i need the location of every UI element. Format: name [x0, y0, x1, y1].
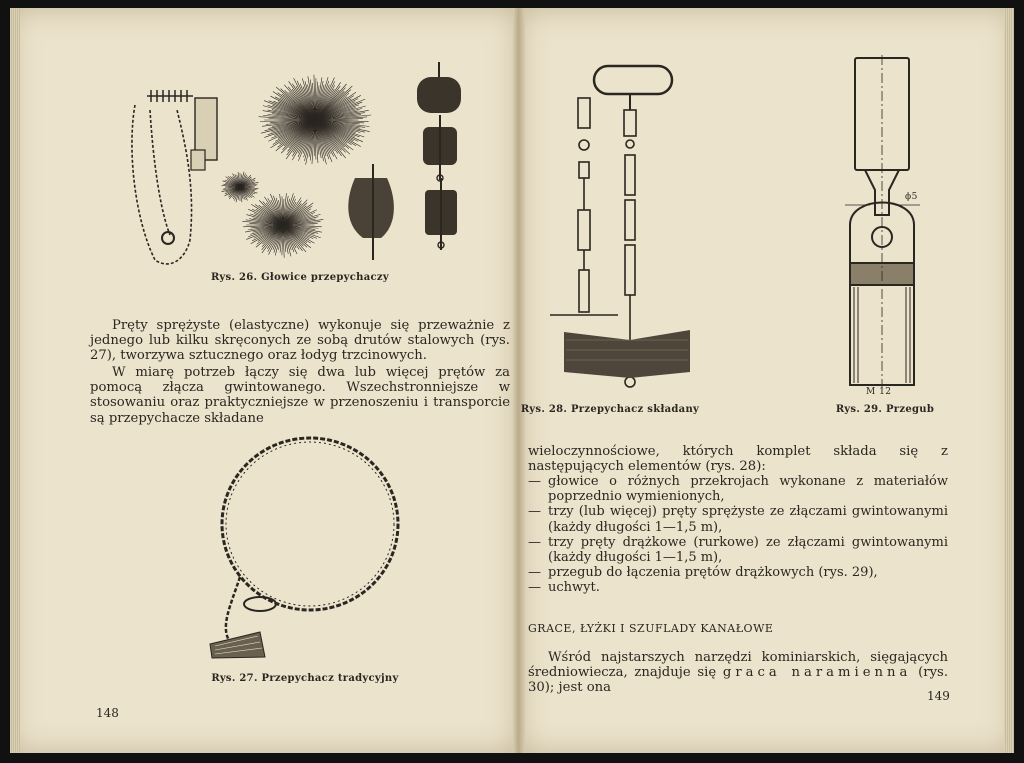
figure-28-folding-rod-illustration [550, 60, 700, 395]
figure-26-caption: Rys. 26. Głowice przepychaczy [210, 272, 390, 283]
figure-29-thread-label: M 12 [866, 387, 892, 397]
section-heading: GRACE, ŁYŻKI I SZUFLADY KANAŁOWE [528, 622, 774, 635]
right-page-edge [1004, 8, 1014, 753]
right-page-number: 149 [927, 689, 950, 703]
figure-28-caption: Rys. 28. Przepychacz składany [520, 404, 700, 415]
right-paragraph-2 [528, 650, 948, 696]
components-list [528, 474, 948, 596]
left-page-number: 148 [96, 706, 119, 720]
paragraph-2-term: graca naramienna [722, 665, 912, 681]
paragraph-2-end: (rys. 30); jest ona [528, 665, 949, 696]
left-paragraph-1: Pręty sprężyste (elastyczne) wykonuje się przeważnie z jednego lub kilku skręconych ze sobą drutów stalowych (rys. 27), tworzywa sztucznego oraz łodyg trzcinowych. [90, 318, 510, 364]
figure-27-traditional-rod-illustration [200, 432, 410, 672]
figure-26-brush-heads-illustration [125, 60, 470, 270]
list-item: — uchwyt. [528, 580, 948, 595]
right-paragraph-1: wieloczynnościowe, których komplet składa się z następujących elementów (rys. 28): [528, 444, 948, 475]
left-page-edge [10, 8, 20, 753]
list-item: — trzy pręty drążkowe (rurkowe) ze złączami gwintowanymi (każdy długości 1—1,5 m), [528, 535, 948, 565]
figure-29-joint-illustration [840, 55, 930, 395]
left-paragraph-2: W miarę potrzeb łączy się dwa lub więcej prętów za pomocą złącza gwintowanego. Wszechstronniejsze w stosowaniu oraz praktyczniejsze w przenoszeniu i transporcie są przepychacze składane [90, 365, 510, 426]
list-item: — głowice o różnych przekrojach wykonane z materiałów poprzednio wymienionych, [528, 474, 948, 504]
figure-27-caption: Rys. 27. Przepychacz tradycyjny [211, 673, 399, 684]
list-item: — przegub do łączenia prętów drążkowych (rys. 29), [528, 565, 948, 580]
figure-29-caption: Rys. 29. Przegub [835, 404, 935, 415]
paragraph-2-start: Wśród najstarszych narzędzi kominiarskich, sięgających średniowiecza, znajduje się [528, 650, 948, 681]
list-item: — trzy (lub więcej) pręty sprężyste ze złączami gwintowanymi (każdy długości 1—1,5 m), [528, 504, 948, 534]
figure-29-diameter-label: ϕ5 [905, 192, 918, 202]
book-spine [513, 8, 525, 753]
